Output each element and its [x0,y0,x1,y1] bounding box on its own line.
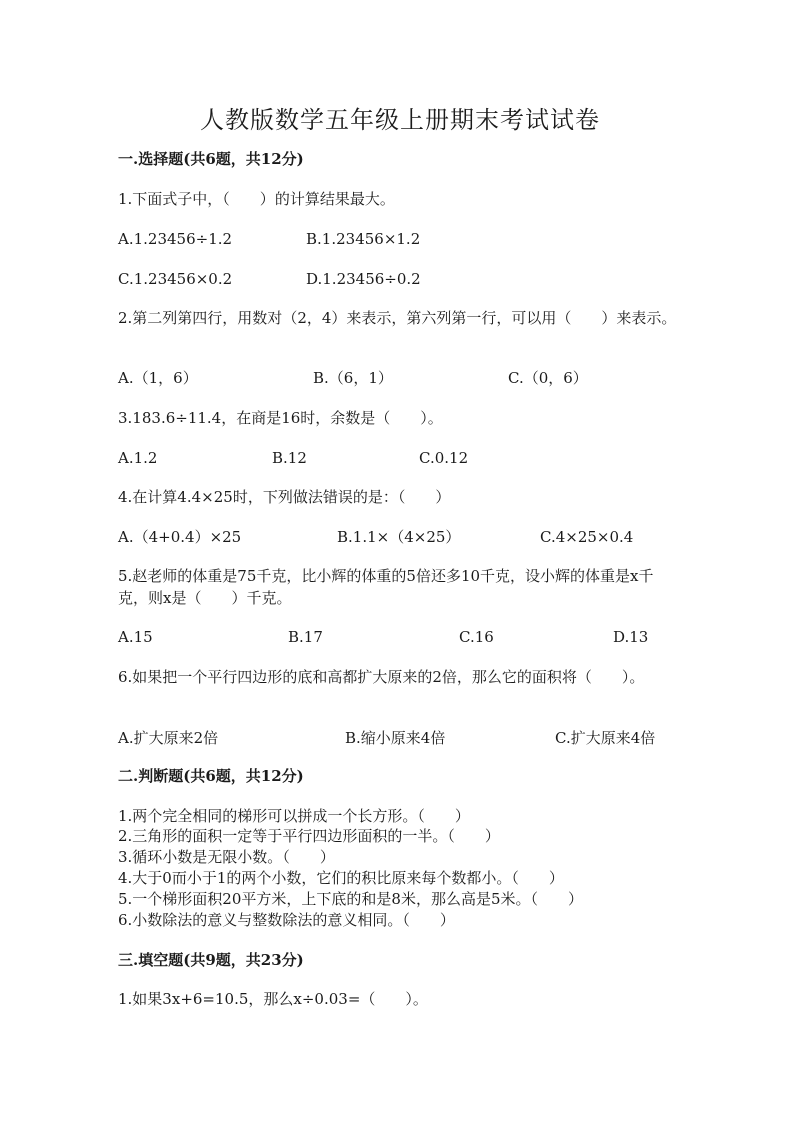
option-a: A.15 [118,628,153,646]
fill-blank-item: 1.如果3x+6=10.5，那么x÷0.03=（ ）。 [118,990,428,1008]
question-stem: 2.第二列第四行，用数对（2，4）来表示，第六列第一行，可以用（ ）来表示。 [118,309,677,327]
option-c: C.16 [459,628,494,646]
option-a: A.（4+0.4）×25 [118,528,242,546]
question-stem: 3.183.6÷11.4，在商是16时，余数是（ ）。 [118,409,443,427]
question-stem: 4.在计算4.4×25时，下列做法错误的是：（ ） [118,488,451,506]
option-b: B.缩小原来4倍 [345,729,446,747]
option-b: B.1.23456×1.2 [306,230,421,248]
option-a: A.（1，6） [118,369,198,387]
option-b: B.17 [288,628,323,646]
option-c: C.（0，6） [508,369,588,387]
option-b: B.1.1×（4×25） [337,528,461,546]
section-heading-fill-blank: 三.填空题(共9题，共23分) [118,951,304,969]
option-a: A.1.2 [118,449,158,467]
question-stem: 5.赵老师的体重是75千克，比小辉的体重的5倍还多10千克，设小辉的体重是x千克，则x是（ ）千克。 [118,567,654,607]
option-b: B.（6，1） [313,369,393,387]
option-a: A.扩大原来2倍 [118,729,219,747]
judgement-item: 1.两个完全相同的梯形可以拼成一个长方形。（ ） [118,807,470,825]
option-c: C.4×25×0.4 [540,528,634,546]
section-heading-judgement: 二.判断题(共6题，共12分) [118,767,304,785]
option-d: D.1.23456÷0.2 [306,270,421,288]
question-stem: 1.下面式子中，（ ）的计算结果最大。 [118,190,395,208]
judgement-item: 3.循环小数是无限小数。（ ） [118,848,335,866]
option-c: C.扩大原来4倍 [555,729,656,747]
option-b: B.12 [272,449,307,467]
judgement-item: 2.三角形的面积一定等于平行四边形面积的一半。（ ） [118,827,500,845]
option-c: C.0.12 [419,449,469,467]
judgement-item: 4.大于0而小于1的两个小数，它们的积比原来每个数都小。（ ） [118,869,564,887]
judgement-item: 5.一个梯形面积20平方米，上下底的和是8米，那么高是5米。（ ） [118,890,583,908]
option-a: A.1.23456÷1.2 [118,230,233,248]
question-stem: 6.如果把一个平行四边形的底和高都扩大原来的2倍，那么它的面积将（ ）。 [118,668,645,686]
judgement-item: 6.小数除法的意义与整数除法的意义相同。（ ） [118,911,455,929]
section-heading-choice: 一.选择题(共6题，共12分) [118,150,304,168]
option-c: C.1.23456×0.2 [118,270,233,288]
option-d: D.13 [613,628,649,646]
page-title: 人教版数学五年级上册期末考试试卷 [200,106,600,134]
